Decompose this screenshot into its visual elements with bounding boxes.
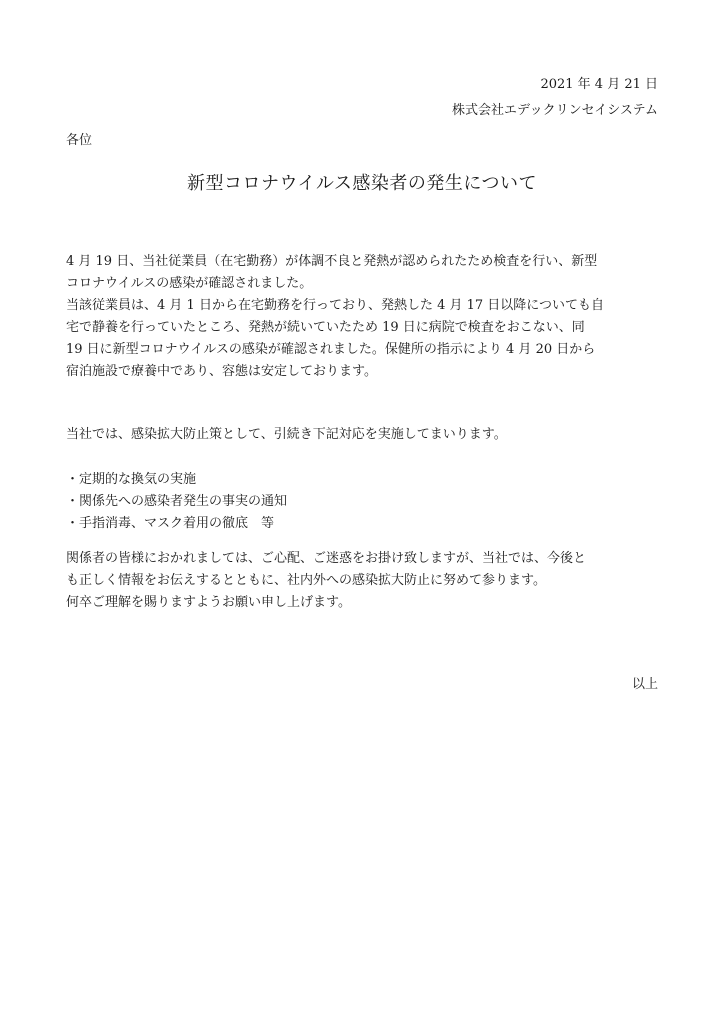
closing-remark: 以上 xyxy=(631,677,658,692)
incident-paragraph xyxy=(66,251,660,383)
paragraph-line: 当社では、感染拡大防止策として、引続き下記対応を実施してまいります。 xyxy=(66,427,507,442)
list-item: ・手指消毒、マスク着用の徹底 等 xyxy=(66,516,275,531)
paragraph-line: 宅で静養を行っていたところ、発熱が続いていたため 19 日に病院で検査をおこない、同 xyxy=(66,320,585,335)
letter-header xyxy=(452,72,658,124)
paragraph-line: 4 月 19 日、当社従業員（在宅勤務）が体調不良と発熱が認められたため検査を行い、新型 xyxy=(66,254,598,269)
measures-intro-paragraph xyxy=(66,424,660,446)
paragraph-line: 宿泊施設で療養中であり、容態は安定しております。 xyxy=(66,364,377,379)
apology-paragraph xyxy=(66,548,660,614)
issue-date: 2021 年 4 月 21 日 xyxy=(540,77,658,92)
list-item: ・関係先への感染者発生の事実の通知 xyxy=(66,494,288,509)
paragraph-line: コロナウイルスの感染が確認されました。 xyxy=(66,276,313,291)
company-name: 株式会社エデックリンセイシステム xyxy=(451,103,658,118)
paragraph-line: 何卒ご理解を賜りますようお願い申し上げます。 xyxy=(66,595,351,610)
salutation: 各位 xyxy=(66,133,93,148)
paragraph-line: 当該従業員は、4 月 1 日から在宅勤務を行っており、発熱した 4 月 17 日以降についても自 xyxy=(66,298,605,313)
paragraph-line: 19 日に新型コロナウイルスの感染が確認されました。保健所の指示により 4 月 20 日から xyxy=(66,342,596,357)
paragraph-line: も正しく情報をお伝えするとともに、社内外への感染拡大防止に努めて参ります。 xyxy=(66,573,546,588)
paragraph-line: 関係者の皆様におかれましては、ご心配、ご迷惑をお掛け致しますが、当社では、今後と xyxy=(66,551,587,566)
measures-list xyxy=(66,469,660,535)
list-item: ・定期的な換気の実施 xyxy=(66,472,197,487)
document-title: 新型コロナウイルス感染者の発生について xyxy=(186,173,538,194)
